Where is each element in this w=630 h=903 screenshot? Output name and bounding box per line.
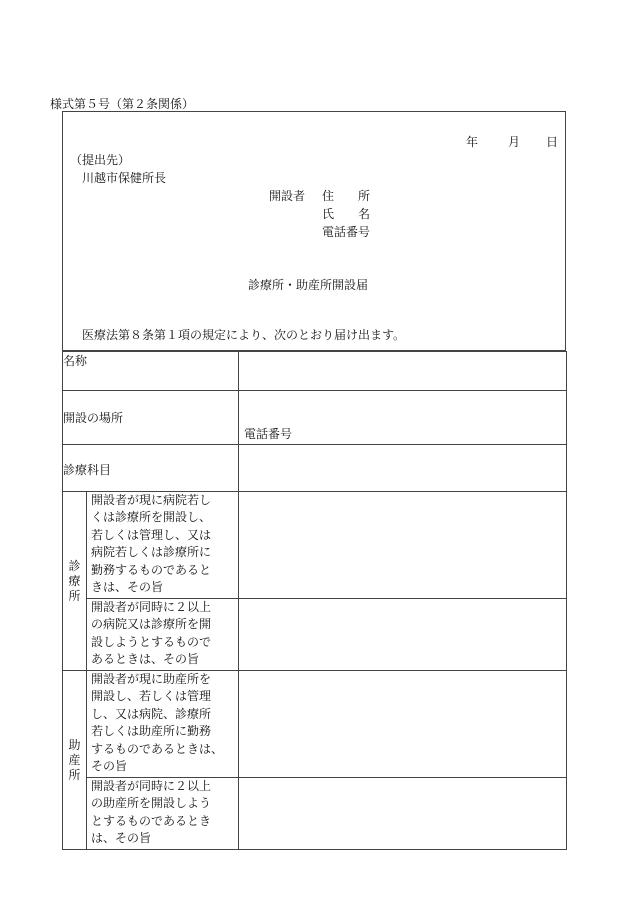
midwife-item2-line: 開設者が同時に２以上: [91, 779, 212, 793]
midwife-group-char: 産: [68, 752, 81, 767]
clinic-item1-line: 病院若しくは診療所に: [91, 545, 212, 560]
application-form-table: [62, 351, 567, 850]
application-header-box: [62, 111, 566, 351]
midwife-item2-label: [87, 778, 239, 850]
clinic-item2-line: あるときは、その旨: [91, 652, 200, 667]
clinic-item2-value-field[interactable]: [239, 599, 567, 671]
form-number: 様式第５号（第２条関係）: [50, 97, 195, 111]
name-row: [63, 352, 567, 391]
applicant-phone-label: 電話番号: [322, 225, 371, 239]
recipient-name: 川越市保健所長: [82, 171, 167, 185]
applicant-address-label: 住 所: [322, 189, 371, 203]
midwife-item1-line: 若しくは助産所に勤務: [91, 724, 212, 739]
clinic-item1-label: [87, 492, 239, 599]
location-row: [63, 391, 567, 445]
clinic-item1-line: 若しくは管理し、又は: [91, 527, 212, 542]
midwife-item1-line: その旨: [91, 759, 128, 774]
midwife-group-char: 助: [68, 737, 81, 752]
midwife-item1-value-field[interactable]: [239, 671, 567, 778]
date-month-label: 月: [508, 135, 521, 149]
clinic-item1-line: くは診療所を開設し、: [91, 510, 212, 525]
midwife-item1-line: するものであるときは、: [91, 741, 224, 756]
midwife-item1-label: [87, 671, 239, 778]
midwife-item2-line: とするものであるとき: [91, 813, 212, 828]
clinic-item2-line: 開設者が同時に２以上: [91, 600, 212, 614]
date-day-label: 日: [546, 135, 559, 149]
clinic-group-char: 診: [68, 558, 81, 573]
clinic-item1-line: 勤務するものであると: [91, 562, 212, 577]
midwife-item1-line: 開設者が現に助産所を: [91, 672, 212, 686]
location-phone-label: 電話番号: [244, 427, 293, 441]
recipient-label: （提出先）: [70, 153, 131, 167]
midwife-item2-value-field[interactable]: [239, 778, 567, 850]
clinic-group-char: 療: [68, 573, 81, 588]
document-title: 診療所・助産所開設届: [248, 278, 369, 292]
applicant-name-label: 氏 名: [322, 207, 371, 221]
midwife-group-label: [63, 671, 87, 850]
clinic-item2-line: 設しようとするもので: [91, 634, 212, 649]
midwife-item2-line: の助産所を開設しよう: [91, 796, 212, 811]
name-value-field[interactable]: [239, 352, 567, 391]
name-label: 名称: [63, 352, 239, 391]
clinic-item1-line: 開設者が現に病院若し: [91, 493, 212, 507]
clinic-group-label: [63, 492, 87, 671]
location-value-field[interactable]: [239, 391, 567, 445]
clinic-item2-label: [87, 599, 239, 671]
clinic-item2-row: [63, 599, 567, 671]
clinic-item1-line: きは、その旨: [91, 580, 164, 595]
midwife-item1-line: 開設し、若しくは管理: [91, 689, 212, 704]
departments-value-field[interactable]: [239, 445, 567, 492]
midwife-item2-line: は、その旨: [91, 831, 152, 846]
location-label: 開設の場所: [63, 391, 239, 445]
clinic-item1-row: [63, 492, 567, 599]
statement-text: 医療法第８条第１項の規定により、次のとおり届け出ます。: [82, 328, 406, 342]
midwife-item1-row: [63, 671, 567, 778]
midwife-item2-row: [63, 778, 567, 850]
midwife-item1-line: し、又は病院、診療所: [91, 706, 212, 721]
clinic-group-char: 所: [68, 588, 81, 603]
departments-label: 診療科目: [63, 445, 239, 492]
clinic-item1-value-field[interactable]: [239, 492, 567, 599]
departments-row: [63, 445, 567, 492]
date-year-label: 年: [466, 135, 479, 149]
applicant-title: 開設者: [269, 189, 306, 203]
clinic-item2-line: の病院又は診療所を開: [91, 617, 212, 632]
midwife-group-char: 所: [68, 767, 81, 782]
